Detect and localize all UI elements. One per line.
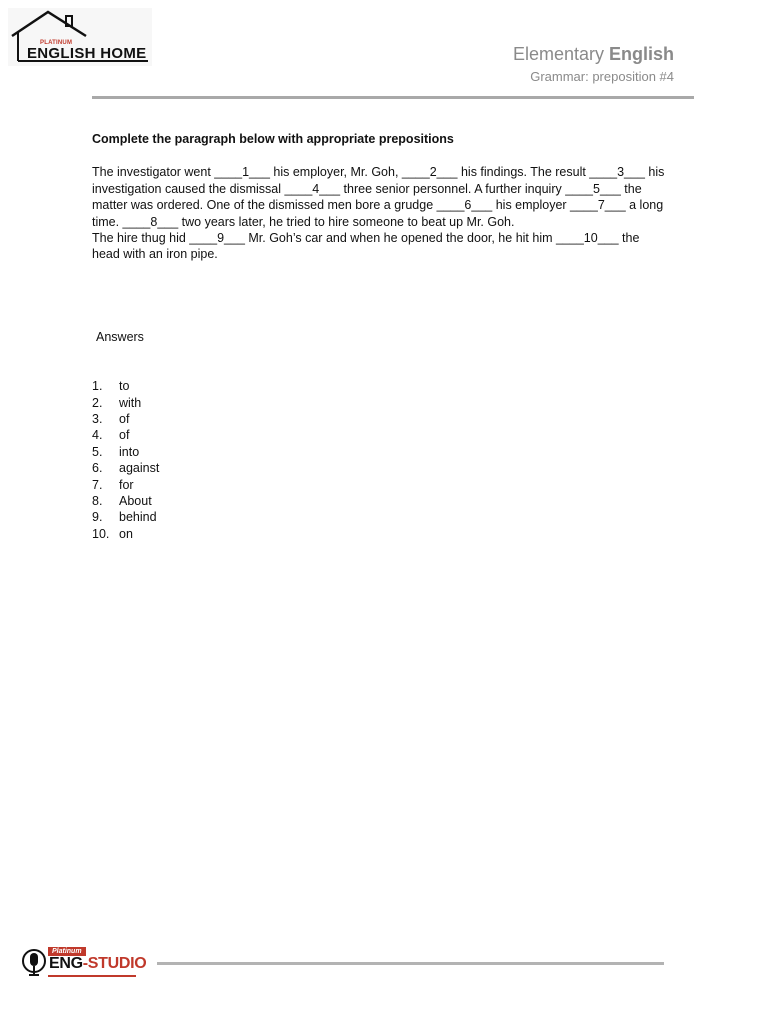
answer-text: against bbox=[119, 461, 160, 476]
answer-number: 9. bbox=[92, 510, 103, 525]
microphone-icon bbox=[22, 948, 46, 978]
title-bold: English bbox=[608, 44, 674, 64]
english-home-logo bbox=[8, 8, 152, 66]
answer-item bbox=[92, 477, 672, 493]
paragraph-line: investigation caused the dismissal ____4___ three senior personnel. A further inquiry ____5___ the bbox=[92, 181, 642, 196]
answer-item bbox=[92, 378, 672, 394]
answer-number: 10. bbox=[92, 526, 110, 541]
answers-heading: Answers bbox=[96, 329, 144, 344]
answer-number: 4. bbox=[92, 428, 103, 443]
logo-main-text: ENGLISH HOME bbox=[27, 45, 147, 62]
answer-text: to bbox=[119, 379, 130, 394]
logo-wordmark bbox=[49, 955, 146, 973]
logo-word-eng: ENG bbox=[49, 955, 83, 972]
logo-tag: Platinum bbox=[48, 947, 86, 956]
answer-number: 8. bbox=[92, 493, 103, 508]
answer-item bbox=[92, 509, 672, 525]
answer-text: for bbox=[119, 477, 134, 492]
answer-item bbox=[92, 411, 672, 427]
eng-studio-logo bbox=[22, 946, 147, 980]
answer-text: behind bbox=[119, 510, 157, 525]
answer-item bbox=[92, 526, 672, 542]
answer-number: 6. bbox=[92, 461, 103, 476]
logo-underline bbox=[48, 975, 136, 977]
title-light: Elementary bbox=[512, 44, 609, 64]
document-title bbox=[513, 44, 674, 65]
answer-text: on bbox=[119, 526, 133, 541]
instruction-text: Complete the paragraph below with appropriate prepositions bbox=[92, 132, 454, 146]
document-subtitle: Grammar: preposition #4 bbox=[530, 69, 674, 84]
answer-text: of bbox=[119, 428, 130, 443]
document-header bbox=[513, 44, 674, 84]
answer-text: with bbox=[119, 395, 142, 410]
answer-number: 7. bbox=[92, 477, 103, 492]
header-divider bbox=[92, 96, 694, 99]
answer-item bbox=[92, 395, 672, 411]
paragraph-line: The hire thug hid ____9___ Mr. Goh’s car and when he opened the door, he hit him ____10___ the bbox=[92, 231, 640, 246]
logo-small-text: PLATINUM bbox=[40, 40, 73, 46]
paragraph-line: time. ____8___ two years later, he tried to hire someone to beat up Mr. Goh. bbox=[92, 214, 515, 229]
answer-number: 2. bbox=[92, 395, 103, 410]
answer-text: About bbox=[119, 493, 152, 508]
answer-text: of bbox=[119, 412, 130, 427]
footer-divider bbox=[157, 962, 664, 965]
paragraph-line: matter was ordered. One of the dismissed men bore a grudge ____6___ his employer ____7___ a long bbox=[92, 198, 664, 213]
answer-item bbox=[92, 460, 672, 476]
worksheet-content bbox=[92, 131, 672, 542]
answer-item bbox=[92, 427, 672, 443]
answers-list bbox=[92, 378, 672, 542]
answer-number: 5. bbox=[92, 444, 103, 459]
exercise-paragraph bbox=[92, 164, 672, 262]
logo-word-studio: -STUDIO bbox=[82, 955, 147, 972]
answer-item bbox=[92, 444, 672, 460]
paragraph-line: head with an iron pipe. bbox=[92, 247, 218, 262]
answer-number: 3. bbox=[92, 412, 103, 427]
answer-text: into bbox=[119, 444, 140, 459]
answer-number: 1. bbox=[92, 379, 103, 394]
paragraph-line: The investigator went ____1___ his employer, Mr. Goh, ____2___ his findings. The result ____3___ his bbox=[92, 165, 665, 180]
answer-item bbox=[92, 493, 672, 509]
